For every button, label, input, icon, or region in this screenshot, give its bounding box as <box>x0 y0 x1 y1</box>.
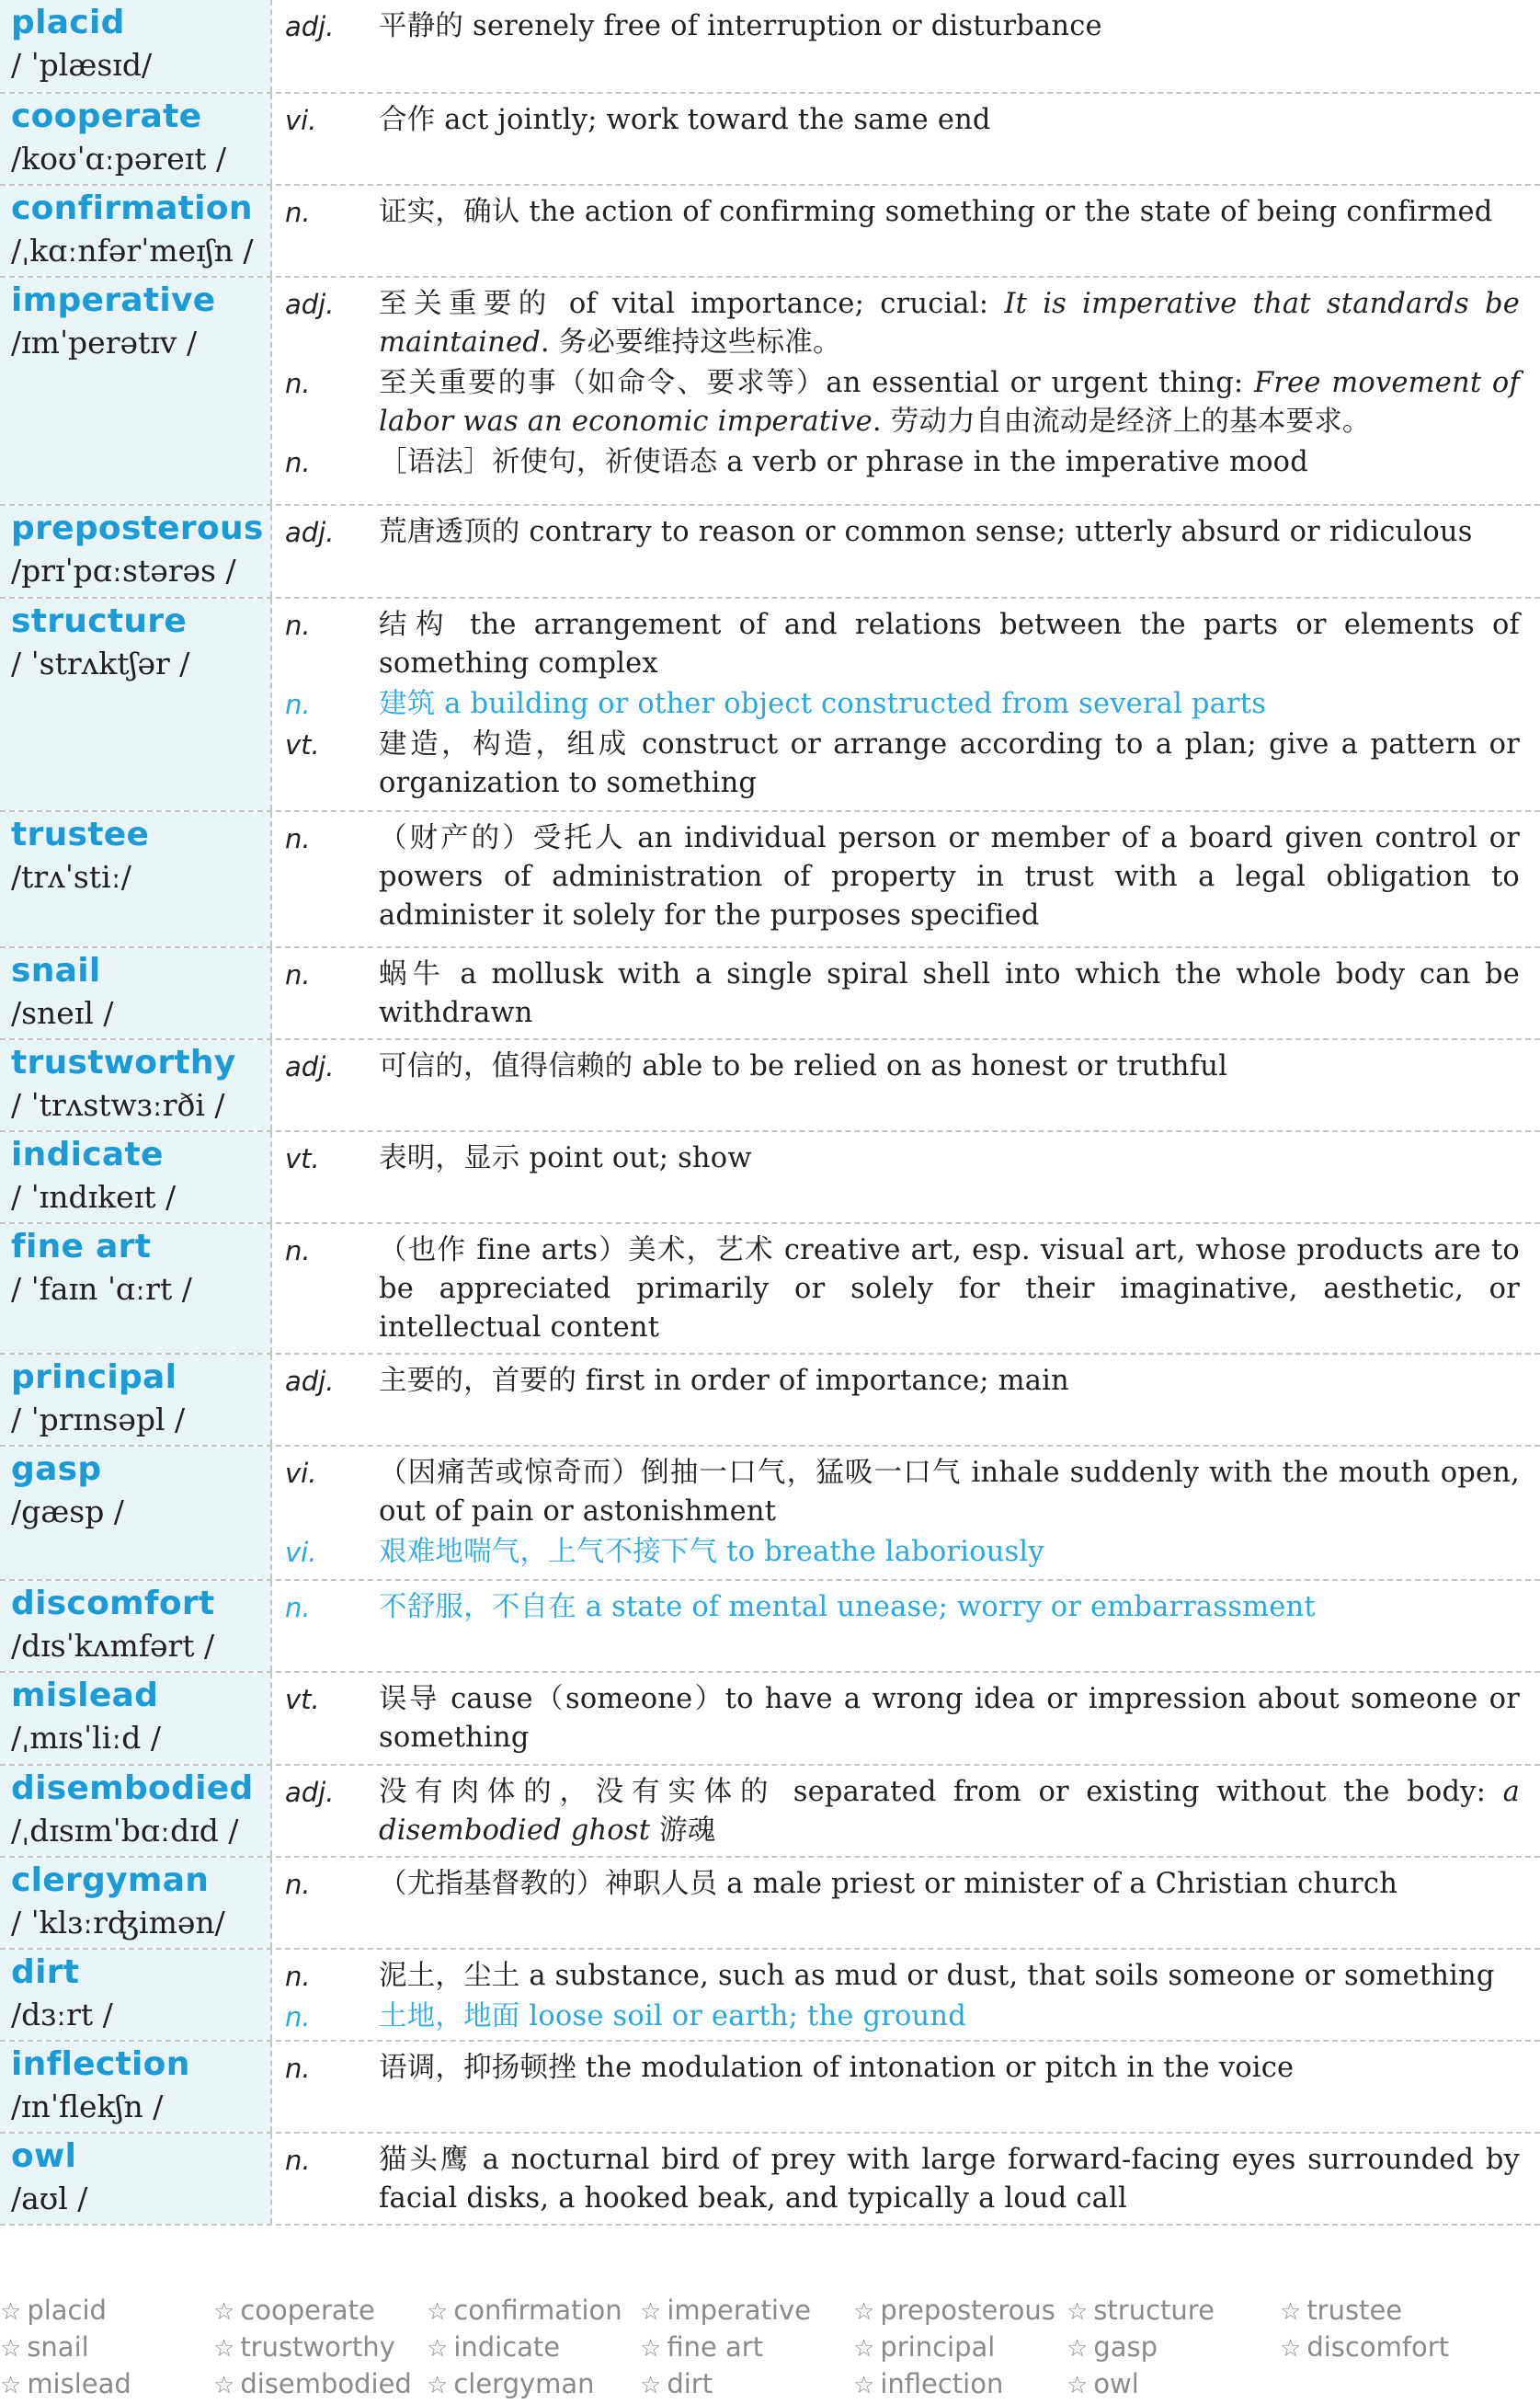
word-index <box>0 2292 1540 2402</box>
star-icon: ☆ <box>427 2372 449 2399</box>
headword-cell <box>0 1447 272 1579</box>
index-word: fine art <box>667 2331 764 2363</box>
headword-cell <box>0 0 272 92</box>
star-icon: ☆ <box>1067 2298 1089 2326</box>
entry-row <box>0 599 1540 812</box>
star-icon: ☆ <box>853 2298 875 2326</box>
headword: imperative <box>11 281 216 319</box>
headword: clergyman <box>11 1861 210 1899</box>
headword: fine art <box>11 1228 152 1265</box>
star-icon: ☆ <box>1067 2372 1089 2399</box>
headword-cell <box>0 1673 272 1764</box>
definition <box>379 101 1520 140</box>
index-word: owl <box>1093 2368 1139 2399</box>
definition-text: ［语法］祈使句，祈使语态 a verb or phrase in the imperative mood <box>379 446 1308 478</box>
entry-row <box>0 1355 1540 1447</box>
index-item[interactable] <box>1280 2292 1493 2329</box>
phonetic: / ˈklɜːrʤimən/ <box>11 1905 225 1940</box>
index-word: principal <box>880 2331 996 2363</box>
definition <box>379 364 1520 441</box>
sense-row <box>272 1139 1520 1178</box>
entry-row <box>0 186 1540 278</box>
headword-cell <box>0 1766 272 1856</box>
index-item[interactable] <box>640 2365 853 2402</box>
index-item[interactable] <box>0 2329 213 2365</box>
phonetic: / ˈɪndɪkeɪt / <box>11 1179 177 1215</box>
example-translation: . 务必要维持这些标准。 <box>540 326 841 359</box>
sense-row <box>272 1865 1520 1904</box>
headword-cell <box>0 599 272 810</box>
index-item[interactable] <box>427 2329 640 2365</box>
phonetic: /ɪnˈflekʃn / <box>11 2089 164 2124</box>
definition <box>379 513 1520 552</box>
headword-cell <box>0 1040 272 1130</box>
sense-row <box>272 2049 1520 2088</box>
star-icon: ☆ <box>1280 2298 1302 2326</box>
part-of-speech: n. <box>285 1592 311 1623</box>
star-icon: ☆ <box>0 2298 22 2326</box>
senses-cell <box>272 1858 1540 1948</box>
definition-text: 证实，确认 the action of confirming something or the state of being confirmed <box>379 196 1493 228</box>
phonetic: / ˈplæsɪd/ <box>11 47 153 83</box>
definition-text: 蜗牛 a mollusk with a single spiral shell into which the whole body can be withdrawn <box>379 958 1520 1029</box>
definition <box>379 685 1520 724</box>
sense-row <box>272 193 1520 232</box>
definition-text: 至关重要的 of vital importance; crucial: <box>379 288 1005 320</box>
sense-row <box>272 443 1520 482</box>
senses-cell <box>272 0 1540 92</box>
entry-row <box>0 1858 1540 1950</box>
headword: snail <box>11 952 101 990</box>
definition-text: 荒唐透顶的 contrary to reason or common sense; utterly absurd or ridiculous <box>379 516 1473 548</box>
sense-row <box>272 1588 1520 1627</box>
senses-cell <box>272 1355 1540 1445</box>
headword: disembodied <box>11 1769 254 1807</box>
headword-cell <box>0 1224 272 1353</box>
star-icon: ☆ <box>0 2372 22 2399</box>
example-translation: 游魂 <box>650 1814 716 1847</box>
headword-cell <box>0 812 272 946</box>
entry-row <box>0 2042 1540 2134</box>
star-icon: ☆ <box>0 2335 22 2363</box>
definition <box>379 1454 1520 1531</box>
senses-cell <box>272 1040 1540 1130</box>
index-word: inflection <box>880 2368 1004 2399</box>
senses-cell <box>272 1132 1540 1222</box>
headword-cell <box>0 278 272 504</box>
definition <box>379 1047 1520 1086</box>
phonetic: /prɪˈpɑːstərəs / <box>11 553 236 589</box>
senses-cell <box>272 1447 1540 1579</box>
definition <box>379 726 1520 803</box>
senses-cell <box>272 186 1540 276</box>
index-word: snail <box>27 2331 89 2363</box>
sense-row <box>272 513 1520 552</box>
headword-cell <box>0 186 272 276</box>
index-word: dirt <box>667 2368 713 2399</box>
headword: gasp <box>11 1450 102 1488</box>
entry-row <box>0 1224 1540 1355</box>
definition <box>379 956 1520 1033</box>
phonetic: /gæsp / <box>11 1494 124 1529</box>
definition-text: 建筑 a building or other object constructed from several parts <box>379 688 1267 720</box>
senses-cell <box>272 94 1540 184</box>
definition-text: 泥土，尘土 a substance, such as mud or dust, that soils someone or something <box>379 1960 1495 1992</box>
example-translation: . 劳动力自由流动是经济上的基本要求。 <box>872 406 1371 438</box>
sense-row <box>272 7 1520 46</box>
index-item[interactable] <box>1067 2292 1280 2329</box>
phonetic: /aʊl / <box>11 2181 88 2216</box>
index-word: disembodied <box>240 2368 412 2399</box>
index-word: trustee <box>1306 2295 1403 2326</box>
headword-cell <box>0 948 272 1038</box>
senses-cell <box>272 2042 1540 2132</box>
index-item[interactable] <box>1067 2329 1280 2365</box>
sense-row <box>272 1047 1520 1086</box>
senses-cell <box>272 2134 1540 2224</box>
part-of-speech: vt. <box>285 1684 320 1715</box>
part-of-speech: n. <box>285 2053 311 2084</box>
part-of-speech: n. <box>285 689 311 720</box>
star-icon: ☆ <box>640 2372 662 2399</box>
headword: trustee <box>11 816 150 853</box>
part-of-speech: adj. <box>285 289 335 320</box>
definition-text: 合作 act jointly; work toward the same end <box>379 104 991 136</box>
definition-text: （尤指基督教的）神职人员 a male priest or minister of a Christian church <box>379 1868 1398 1900</box>
sense-row <box>272 1680 1520 1757</box>
entry-row <box>0 1447 1540 1581</box>
star-icon: ☆ <box>427 2335 449 2363</box>
sense-row <box>272 685 1520 724</box>
definition-text: 平静的 serenely free of interruption or disturbance <box>379 10 1102 42</box>
star-icon: ☆ <box>1067 2335 1089 2363</box>
index-word: imperative <box>667 2295 811 2326</box>
definition-text: 猫头鹰 a nocturnal bird of prey with large forward-facing eyes surrounded by facial disks, a hooked beak, and typically a loud call <box>379 2144 1520 2215</box>
phonetic: /koʊˈɑːpəreɪt / <box>11 141 227 177</box>
senses-cell <box>272 1950 1540 2040</box>
star-icon: ☆ <box>213 2298 235 2326</box>
entry-row <box>0 1040 1540 1132</box>
definition <box>379 1957 1520 1996</box>
part-of-speech: n. <box>285 1961 311 1992</box>
part-of-speech: adj. <box>285 1051 335 1082</box>
entry-row <box>0 1766 1540 1858</box>
sense-row <box>272 1998 1520 2036</box>
senses-cell <box>272 1224 1540 1353</box>
part-of-speech: vi. <box>285 1458 317 1489</box>
sense-row <box>272 101 1520 140</box>
headword-cell <box>0 1950 272 2040</box>
part-of-speech: n. <box>285 368 311 399</box>
definition-text: （财产的）受托人 an individual person or member of a board given control or powers of administration of property in trust with a legal obligation to administer it solely for the purposes specified <box>379 822 1520 932</box>
headword: discomfort <box>11 1585 215 1622</box>
headword: preposterous <box>11 509 264 547</box>
senses-cell <box>272 948 1540 1038</box>
part-of-speech: n. <box>285 1869 311 1900</box>
example-text: It is imperative that standards be maintained <box>379 288 1520 359</box>
index-word: structure <box>1093 2295 1215 2326</box>
index-item[interactable] <box>1280 2329 1493 2365</box>
sense-row <box>272 956 1520 1033</box>
part-of-speech: vi. <box>285 105 317 136</box>
definition <box>379 1773 1520 1850</box>
part-of-speech: adj. <box>285 517 335 548</box>
definition <box>379 193 1520 232</box>
senses-cell <box>272 812 1540 946</box>
part-of-speech: vt. <box>285 1143 320 1174</box>
entry-row <box>0 0 1540 94</box>
phonetic: / ˈprɪnsəpl / <box>11 1402 186 1437</box>
headword-cell <box>0 1132 272 1222</box>
index-word: gasp <box>1093 2331 1158 2363</box>
definition-text: 没有肉体的，没有实体的 separated from or existing without the body: <box>379 1776 1503 1808</box>
sense-row <box>272 819 1520 935</box>
definition-text: （也作 fine arts）美术，艺术 creative art, esp. visual art, whose products are to be appreciated primarily or solely for their imaginative, aesthetic, or intellectual content <box>379 1234 1520 1344</box>
sense-row <box>272 606 1520 683</box>
headword: indicate <box>11 1136 164 1173</box>
index-word: placid <box>27 2295 107 2326</box>
definition-text: （因痛苦或惊奇而）倒抽一口气，猛吸一口气 inhale suddenly with the mouth open, out of pain or astonishment <box>379 1457 1520 1528</box>
part-of-speech: adj. <box>285 11 335 42</box>
headword: cooperate <box>11 97 202 135</box>
sense-row <box>272 1362 1520 1401</box>
star-icon: ☆ <box>1280 2335 1302 2363</box>
phonetic: /sneɪl / <box>11 995 114 1031</box>
phonetic: /dɪsˈkʌmfərt / <box>11 1628 215 1664</box>
index-item[interactable] <box>853 2292 1067 2329</box>
definition <box>379 1998 1520 2036</box>
phonetic: /ˌdɪsɪmˈbɑːdɪd / <box>11 1813 239 1849</box>
headword: dirt <box>11 1953 80 1991</box>
definition <box>379 2049 1520 2088</box>
definition <box>379 1362 1520 1401</box>
index-word: trustworthy <box>240 2331 395 2363</box>
sense-row <box>272 1231 1520 1347</box>
definition-text: 土地，地面 loose soil or earth; the ground <box>379 2000 966 2032</box>
part-of-speech: vi. <box>285 1537 317 1568</box>
part-of-speech: n. <box>285 2145 311 2176</box>
headword: principal <box>11 1358 177 1396</box>
star-icon: ☆ <box>640 2298 662 2326</box>
headword: structure <box>11 602 188 640</box>
part-of-speech: n. <box>285 447 311 478</box>
definition <box>379 1680 1520 1757</box>
phonetic: /ɪmˈperətɪv / <box>11 325 198 361</box>
star-icon: ☆ <box>640 2335 662 2363</box>
index-item[interactable] <box>853 2365 1067 2402</box>
entry-row <box>0 278 1540 506</box>
senses-cell <box>272 1673 1540 1764</box>
phonetic: / ˈfaɪn ˈɑːrt / <box>11 1271 192 1307</box>
entry-row <box>0 1581 1540 1673</box>
definition-text: 可信的，值得信赖的 able to be relied on as honest or truthful <box>379 1050 1228 1082</box>
index-item[interactable] <box>1067 2365 1280 2402</box>
headword: confirmation <box>11 189 253 227</box>
star-icon: ☆ <box>213 2335 235 2363</box>
definition-text: 结构 the arrangement of and relations between the parts or elements of something complex <box>379 609 1520 680</box>
sense-row <box>272 1454 1520 1531</box>
index-item[interactable] <box>427 2365 640 2402</box>
definition-text: 语调，抑扬顿挫 the modulation of intonation or pitch in the voice <box>379 2052 1295 2084</box>
index-row <box>0 2292 1540 2329</box>
sense-row <box>272 285 1520 362</box>
index-item[interactable] <box>0 2365 213 2402</box>
index-word: discomfort <box>1306 2331 1450 2363</box>
headword-cell <box>0 94 272 184</box>
headword-cell <box>0 1355 272 1445</box>
part-of-speech: n. <box>285 959 311 990</box>
definition <box>379 7 1520 46</box>
sense-row <box>272 1533 1520 1572</box>
phonetic: / ˈtrʌstwɜːrði / <box>11 1087 225 1123</box>
index-item[interactable] <box>213 2329 427 2365</box>
entry-row <box>0 2134 1540 2226</box>
index-word: preposterous <box>880 2295 1055 2326</box>
senses-cell <box>272 278 1540 504</box>
entry-row <box>0 812 1540 948</box>
part-of-speech: n. <box>285 2001 311 2032</box>
headword: mislead <box>11 1677 159 1714</box>
index-row <box>0 2365 1540 2402</box>
definition <box>379 1139 1520 1178</box>
sense-row <box>272 2141 1520 2218</box>
star-icon: ☆ <box>853 2372 875 2399</box>
part-of-speech: n. <box>285 823 311 854</box>
definition <box>379 606 1520 683</box>
sense-row <box>272 726 1520 803</box>
index-item[interactable] <box>427 2292 640 2329</box>
phonetic: /ˌkɑːnfərˈmeɪʃn / <box>11 233 254 269</box>
star-icon: ☆ <box>213 2372 235 2399</box>
senses-cell <box>272 1581 1540 1671</box>
headword-cell <box>0 506 272 597</box>
star-icon: ☆ <box>853 2335 875 2363</box>
definition <box>379 285 1520 362</box>
sense-row <box>272 364 1520 441</box>
index-item[interactable] <box>853 2329 1067 2365</box>
entry-row <box>0 1950 1540 2042</box>
definition-text: 至关重要的事（如命令、要求等）an essential or urgent thing: <box>379 367 1255 399</box>
entry-row <box>0 1132 1540 1224</box>
phonetic: /ˌmɪsˈliːd / <box>11 1720 162 1756</box>
phonetic: / ˈstrʌktʃər / <box>11 646 190 681</box>
headword-cell <box>0 1858 272 1948</box>
headword: inflection <box>11 2045 190 2083</box>
definition-text: 建造，构造，组成 construct or arrange according to a plan; give a pattern or organization to something <box>379 728 1520 799</box>
definition-text: 表明，显示 point out; show <box>379 1142 752 1174</box>
index-item[interactable] <box>213 2365 427 2402</box>
senses-cell <box>272 599 1540 810</box>
sense-row <box>272 1773 1520 1850</box>
entry-row <box>0 94 1540 186</box>
definition <box>379 443 1520 482</box>
part-of-speech: adj. <box>285 1366 335 1397</box>
entry-row <box>0 948 1540 1040</box>
definition-text: 艰难地喘气，上气不接下气 to breathe laboriously <box>379 1536 1044 1568</box>
index-item[interactable] <box>213 2292 427 2329</box>
headword: trustworthy <box>11 1044 236 1082</box>
index-row <box>0 2329 1540 2365</box>
part-of-speech: vt. <box>285 729 320 761</box>
index-word: cooperate <box>240 2295 375 2326</box>
entry-row <box>0 506 1540 599</box>
definition-text: 主要的，首要的 first in order of importance; main <box>379 1365 1069 1397</box>
entry-row <box>0 1673 1540 1766</box>
example-text: Free movement of labor was an economic imperative <box>379 367 1520 438</box>
part-of-speech: n. <box>285 197 311 228</box>
headword-cell <box>0 1581 272 1671</box>
definition <box>379 1588 1520 1627</box>
part-of-speech: adj. <box>285 1777 335 1808</box>
headword-cell <box>0 2134 272 2224</box>
sense-row <box>272 1957 1520 1996</box>
index-word: mislead <box>27 2368 131 2399</box>
definition <box>379 1231 1520 1347</box>
part-of-speech: n. <box>285 1235 311 1266</box>
definition <box>379 2141 1520 2218</box>
index-item[interactable] <box>0 2292 213 2329</box>
senses-cell <box>272 506 1540 597</box>
index-item[interactable] <box>640 2329 853 2365</box>
star-icon: ☆ <box>427 2298 449 2326</box>
definition <box>379 1865 1520 1904</box>
index-item[interactable] <box>640 2292 853 2329</box>
part-of-speech: n. <box>285 610 311 641</box>
senses-cell <box>272 1766 1540 1856</box>
index-word: indicate <box>453 2331 561 2363</box>
phonetic: /trʌˈstiː/ <box>11 859 131 895</box>
headword: owl <box>11 2137 77 2175</box>
definition-text: 误导 cause（someone）to have a wrong idea or impression about someone or something <box>379 1683 1520 1754</box>
index-word: clergyman <box>453 2368 595 2399</box>
definition <box>379 1533 1520 1572</box>
index-word: confirmation <box>453 2295 622 2326</box>
headword-cell <box>0 2042 272 2132</box>
phonetic: /dɜːrt / <box>11 1997 113 2032</box>
definition <box>379 819 1520 935</box>
headword: placid <box>11 4 125 41</box>
example-text: a disembodied ghost <box>379 1776 1520 1847</box>
definition-text: 不舒服，不自在 a state of mental unease; worry or embarrassment <box>379 1591 1316 1623</box>
